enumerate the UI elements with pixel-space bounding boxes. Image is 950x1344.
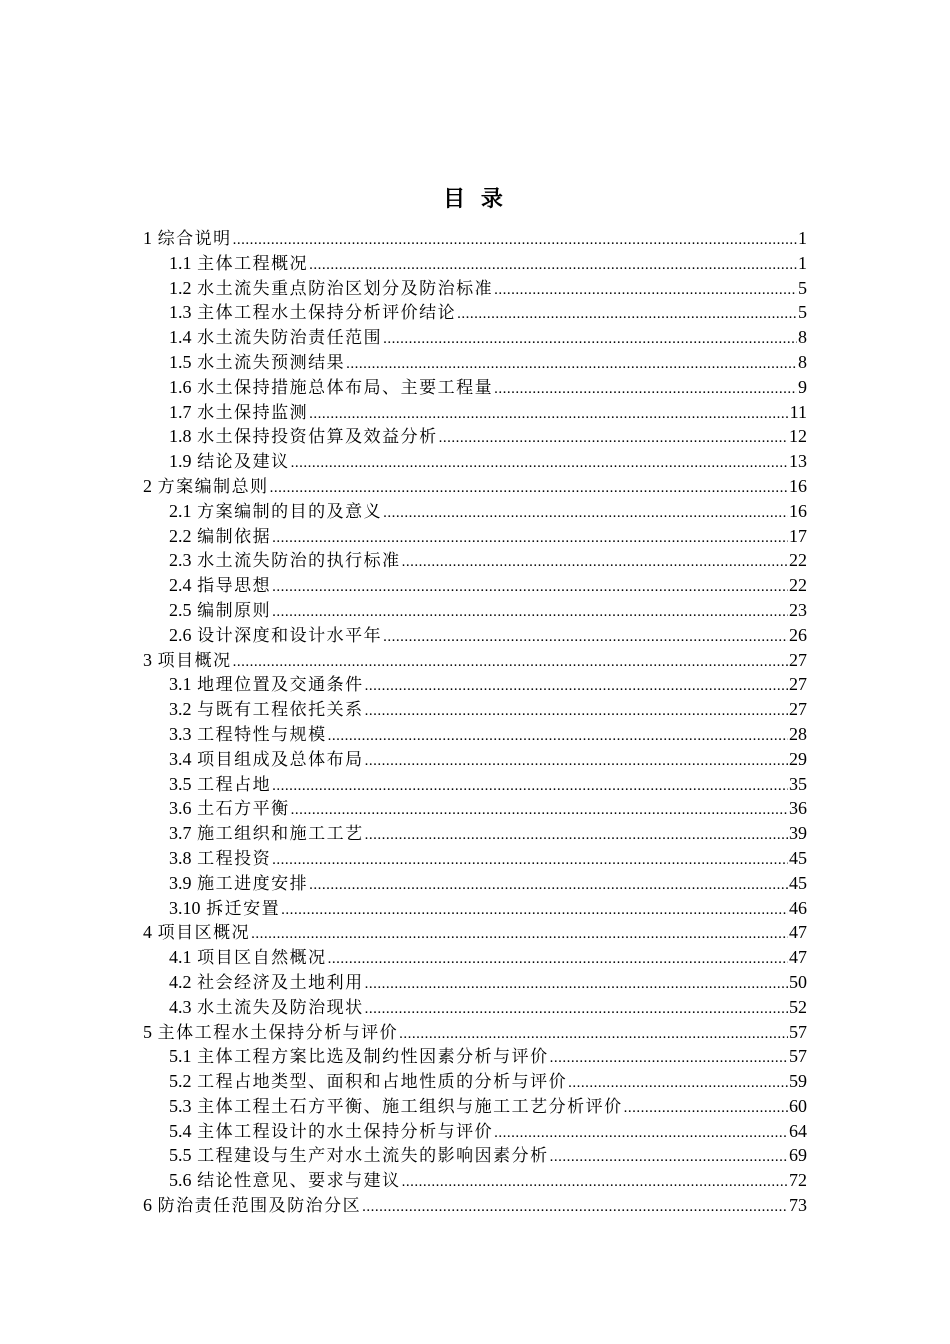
toc-entry-page-number: 5 (798, 277, 807, 298)
toc-entry-page-number: 28 (789, 723, 807, 744)
toc-section-entry[interactable] (143, 348, 807, 373)
toc-dot-leader (439, 430, 788, 447)
toc-section-entry[interactable] (143, 546, 807, 571)
toc-entry-label: 方案编制的目的及意义 (197, 501, 383, 522)
toc-dot-leader (624, 1100, 788, 1117)
toc-entry-page-number: 11 (789, 401, 807, 422)
toc-chapter-entry[interactable] (143, 224, 807, 249)
toc-entry-label: 拆迁安置 (206, 898, 281, 919)
toc-entry-page-number: 22 (789, 550, 807, 571)
toc-entry-number: 3.1 (169, 674, 192, 695)
toc-dot-leader (399, 1026, 788, 1043)
toc-entry-number: 3.7 (169, 823, 192, 844)
toc-section-entry[interactable] (143, 770, 807, 795)
toc-entry-number: 2 (143, 475, 152, 496)
toc-entry-page-number: 17 (789, 525, 807, 546)
toc-entry-number: 3.2 (169, 699, 192, 720)
toc-entry-label: 施工进度安排 (197, 873, 309, 894)
toc-entry-number: 3.9 (169, 872, 192, 893)
toc-entry-page-number: 73 (789, 1195, 807, 1216)
toc-entry-page-number: 45 (789, 847, 807, 868)
toc-entry-number: 3.5 (169, 773, 192, 794)
toc-entry-number: 1.8 (169, 426, 192, 447)
table-of-contents (143, 224, 807, 1216)
toc-entry-page-number: 72 (789, 1170, 807, 1191)
toc-dot-leader (270, 480, 788, 497)
toc-entry-page-number: 16 (789, 500, 807, 521)
toc-entry-page-number: 23 (789, 599, 807, 620)
toc-entry-label: 水土流失防治的执行标准 (197, 551, 401, 572)
toc-entry-page-number: 36 (789, 798, 807, 819)
toc-dot-leader (233, 654, 788, 671)
toc-entry-page-number: 35 (789, 773, 807, 794)
toc-entry-number: 5.6 (169, 1170, 192, 1191)
toc-entry-label: 水土流失及防治现状 (197, 997, 364, 1018)
toc-entry-number: 1.3 (169, 302, 192, 323)
toc-entry-page-number: 27 (789, 674, 807, 695)
toc-entry-label: 水土保持投资估算及效益分析 (197, 427, 438, 448)
toc-entry-label: 设计深度和设计水平年 (197, 625, 383, 646)
toc-entry-label: 主体工程概况 (197, 253, 309, 274)
toc-title: 目 录 (443, 187, 507, 212)
toc-entry-label: 土石方平衡 (197, 799, 290, 820)
toc-entry-label: 与既有工程依托关系 (197, 700, 364, 721)
toc-chapter-entry[interactable] (143, 472, 807, 497)
toc-entry-page-number: 39 (789, 823, 807, 844)
toc-entry-page-number: 46 (789, 897, 807, 918)
toc-dot-leader (365, 703, 788, 720)
toc-section-entry[interactable] (143, 943, 807, 968)
toc-section-entry[interactable] (143, 894, 807, 919)
toc-dot-leader (568, 1075, 788, 1092)
toc-entry-page-number: 50 (789, 971, 807, 992)
toc-entry-page-number: 45 (789, 872, 807, 893)
toc-entry-label: 地理位置及交通条件 (197, 675, 364, 696)
toc-section-entry[interactable] (143, 621, 807, 646)
toc-entry-label: 水土保持监测 (197, 402, 309, 423)
toc-entry-number: 1.7 (169, 401, 192, 422)
toc-section-entry[interactable] (143, 1117, 807, 1142)
toc-entry-number: 2.2 (169, 525, 192, 546)
toc-dot-leader (383, 331, 797, 348)
toc-section-entry[interactable] (143, 571, 807, 596)
toc-entry-label: 项目区自然概况 (197, 948, 327, 969)
toc-dot-leader (291, 802, 788, 819)
toc-section-entry[interactable] (143, 1166, 807, 1191)
toc-dot-leader (272, 530, 788, 547)
toc-entry-number: 3 (143, 649, 152, 670)
toc-dot-leader (383, 505, 788, 522)
toc-entry-label: 水土流失防治责任范围 (197, 328, 383, 349)
toc-entry-number: 3.4 (169, 748, 192, 769)
toc-entry-page-number: 9 (798, 376, 807, 397)
toc-entry-page-number: 29 (789, 748, 807, 769)
toc-entry-number: 5.5 (169, 1145, 192, 1166)
toc-dot-leader (309, 257, 797, 274)
toc-dot-leader (272, 579, 788, 596)
toc-dot-leader (383, 629, 788, 646)
toc-entry-number: 2.4 (169, 575, 192, 596)
toc-entry-label: 结论性意见、要求与建议 (197, 1171, 401, 1192)
toc-dot-leader (309, 877, 788, 894)
toc-dot-leader (550, 1149, 788, 1166)
toc-entry-label: 工程建设与生产对水土流失的影响因素分析 (197, 1146, 549, 1167)
toc-section-entry[interactable] (143, 522, 807, 547)
toc-dot-leader (365, 976, 788, 993)
toc-entry-number: 1.2 (169, 277, 192, 298)
toc-entry-number: 3.8 (169, 847, 192, 868)
toc-entry-number: 1.5 (169, 351, 192, 372)
toc-dot-leader (365, 678, 788, 695)
toc-dot-leader (272, 604, 788, 621)
toc-section-entry[interactable] (143, 1042, 807, 1067)
toc-entry-label: 主体工程方案比选及制约性因素分析与评价 (197, 1047, 549, 1068)
toc-entry-label: 结论及建议 (197, 452, 290, 473)
toc-dot-leader (309, 406, 789, 423)
toc-section-entry[interactable] (143, 298, 807, 323)
toc-entry-number: 4.1 (169, 947, 192, 968)
toc-entry-number: 2.1 (169, 500, 192, 521)
toc-dot-leader (365, 753, 788, 770)
toc-entry-label: 社会经济及土地利用 (197, 972, 364, 993)
toc-section-entry[interactable] (143, 596, 807, 621)
toc-dot-leader (272, 852, 788, 869)
toc-section-entry[interactable] (143, 1092, 807, 1117)
toc-entry-number: 1.4 (169, 327, 192, 348)
toc-entry-label: 水土保持措施总体布局、主要工程量 (197, 377, 494, 398)
toc-entry-label: 综合说明 (157, 229, 232, 249)
toc-section-entry[interactable] (143, 1141, 807, 1166)
toc-entry-label: 项目概况 (157, 650, 232, 671)
toc-entry-number: 5 (143, 1021, 152, 1042)
toc-entry-page-number: 1 (798, 228, 807, 248)
toc-entry-label: 项目组成及总体布局 (197, 749, 364, 770)
toc-entry-label: 工程特性与规模 (197, 724, 327, 745)
toc-entry-page-number: 16 (789, 475, 807, 496)
toc-section-entry[interactable] (143, 497, 807, 522)
toc-dot-leader (494, 1125, 788, 1142)
toc-section-entry[interactable] (143, 670, 807, 695)
toc-section-entry[interactable] (143, 249, 807, 274)
toc-section-entry[interactable] (143, 794, 807, 819)
toc-entry-number: 6 (143, 1195, 152, 1216)
toc-entry-label: 工程投资 (197, 848, 272, 869)
toc-entry-page-number: 57 (789, 1046, 807, 1067)
toc-entry-page-number: 5 (798, 302, 807, 323)
toc-entry-label: 施工组织和施工工艺 (197, 824, 364, 845)
toc-section-entry[interactable] (143, 869, 807, 894)
toc-entry-page-number: 27 (789, 649, 807, 670)
toc-entry-number: 5.3 (169, 1095, 192, 1116)
toc-entry-page-number: 22 (789, 575, 807, 596)
toc-entry-page-number: 8 (798, 351, 807, 372)
toc-entry-page-number: 52 (789, 996, 807, 1017)
toc-dot-leader (272, 778, 788, 795)
toc-section-entry[interactable] (143, 323, 807, 348)
toc-dot-leader (362, 1199, 788, 1216)
toc-dot-leader (494, 282, 797, 299)
toc-entry-page-number: 13 (789, 451, 807, 472)
toc-entry-page-number: 1 (798, 252, 807, 273)
toc-section-entry[interactable] (143, 422, 807, 447)
toc-dot-leader (402, 554, 788, 571)
toc-section-entry[interactable] (143, 274, 807, 299)
toc-entry-label: 编制原则 (197, 600, 272, 621)
toc-entry-label: 项目区概况 (157, 923, 251, 944)
toc-entry-page-number: 47 (789, 947, 807, 968)
toc-entry-label: 指导思想 (197, 576, 272, 597)
toc-section-entry[interactable] (143, 844, 807, 869)
toc-entry-label: 主体工程土石方平衡、施工组织与施工工艺分析评价 (197, 1096, 623, 1117)
toc-dot-leader (402, 1174, 788, 1191)
toc-entry-number: 4.3 (169, 996, 192, 1017)
toc-section-entry[interactable] (143, 373, 807, 398)
toc-entry-label: 水土流失预测结果 (197, 352, 346, 373)
toc-entry-number: 1.1 (169, 252, 192, 273)
toc-section-entry[interactable] (143, 745, 807, 770)
toc-entry-label: 方案编制总则 (157, 476, 269, 497)
toc-section-entry[interactable] (143, 1067, 807, 1092)
toc-entry-number: 5.1 (169, 1046, 192, 1067)
toc-dot-leader (328, 951, 788, 968)
toc-section-entry[interactable] (143, 993, 807, 1018)
toc-entry-number: 5.4 (169, 1120, 192, 1141)
toc-entry-page-number: 27 (789, 699, 807, 720)
toc-dot-leader (251, 926, 788, 943)
toc-entry-label: 工程占地 (197, 774, 272, 795)
toc-entry-number: 1.9 (169, 451, 192, 472)
toc-entry-page-number: 64 (789, 1120, 807, 1141)
toc-entry-number: 5.2 (169, 1071, 192, 1092)
toc-entry-label: 主体工程水土保持分析评价结论 (197, 303, 457, 324)
toc-dot-leader (328, 728, 788, 745)
toc-dot-leader (365, 827, 788, 844)
toc-entry-number: 4.2 (169, 971, 192, 992)
toc-entry-number: 4 (143, 922, 152, 943)
toc-chapter-entry[interactable] (143, 646, 807, 671)
toc-entry-page-number: 57 (789, 1021, 807, 1042)
toc-entry-label: 工程占地类型、面积和占地性质的分析与评价 (197, 1072, 568, 1093)
toc-entry-label: 编制依据 (197, 526, 272, 547)
toc-entry-page-number: 60 (789, 1095, 807, 1116)
toc-section-entry[interactable] (143, 819, 807, 844)
toc-entry-number: 2.6 (169, 624, 192, 645)
toc-section-entry[interactable] (143, 720, 807, 745)
toc-entry-label: 主体工程设计的水土保持分析与评价 (197, 1121, 494, 1142)
toc-chapter-entry[interactable] (143, 1191, 807, 1216)
toc-entry-number: 3.3 (169, 723, 192, 744)
toc-entry-page-number: 47 (789, 922, 807, 943)
toc-dot-leader (281, 902, 788, 919)
toc-dot-leader (550, 1050, 788, 1067)
toc-section-entry[interactable] (143, 695, 807, 720)
toc-dot-leader (457, 306, 797, 323)
toc-entry-number: 1.6 (169, 376, 192, 397)
toc-entry-page-number: 26 (789, 624, 807, 645)
toc-entry-number: 3.10 (169, 897, 201, 918)
toc-entry-number: 1 (143, 228, 152, 248)
toc-entry-label: 水土流失重点防治区划分及防治标准 (197, 278, 494, 299)
toc-entry-number: 3.6 (169, 798, 192, 819)
toc-entry-page-number: 59 (789, 1071, 807, 1092)
toc-entry-page-number: 8 (798, 327, 807, 348)
toc-entry-label: 防治责任范围及防治分区 (157, 1196, 362, 1217)
toc-entry-number: 2.5 (169, 599, 192, 620)
toc-entry-number: 2.3 (169, 550, 192, 571)
toc-dot-leader (233, 232, 797, 249)
toc-section-entry[interactable] (143, 968, 807, 993)
toc-chapter-entry[interactable] (143, 918, 807, 943)
toc-dot-leader (346, 356, 797, 373)
toc-dot-leader (291, 455, 788, 472)
toc-dot-leader (494, 381, 797, 398)
toc-entry-page-number: 69 (789, 1145, 807, 1166)
toc-dot-leader (365, 1001, 788, 1018)
toc-section-entry[interactable] (143, 398, 807, 423)
toc-chapter-entry[interactable] (143, 1018, 807, 1043)
toc-section-entry[interactable] (143, 447, 807, 472)
toc-entry-label: 主体工程水土保持分析与评价 (157, 1022, 399, 1043)
toc-entry-page-number: 12 (789, 426, 807, 447)
